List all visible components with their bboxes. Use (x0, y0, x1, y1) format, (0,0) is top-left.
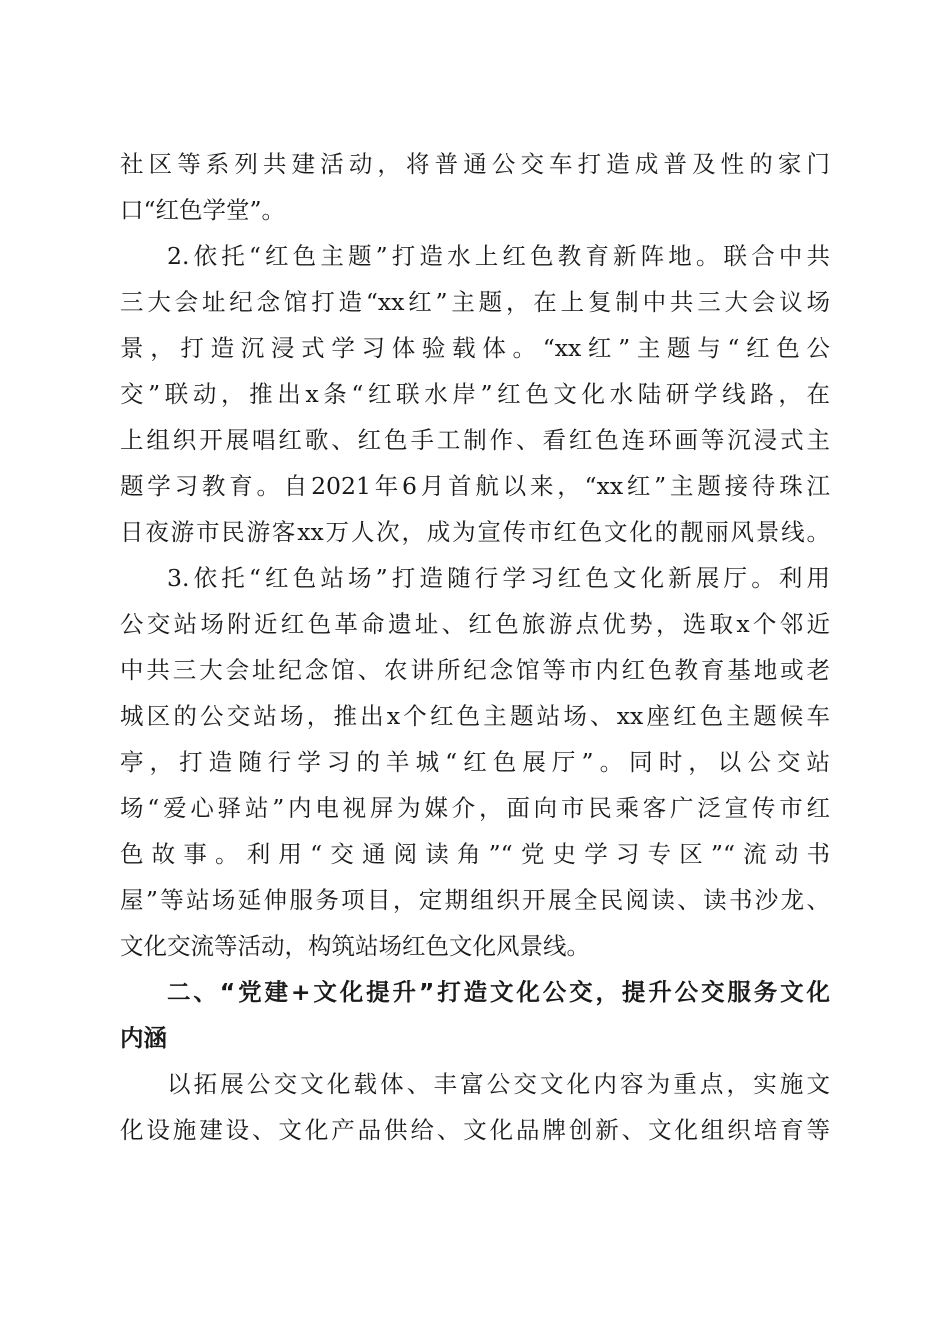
paragraph-2-line-4: 交”联动，推出x条“红联水岸”红色文化水陆研学线路，在 (120, 380, 830, 408)
paragraph-3-line-2: 公交站场附近红色革命遗址、红色旅游点优势，选取x个邻近 (120, 610, 830, 638)
paragraph-2-line-6: 题学习教育。自2021年6月首航以来，“xx红”主题接待珠江 (120, 472, 830, 500)
paragraph-3-line-7: 色故事。利用“交通阅读角”“党史学习专区”“流动书 (120, 840, 830, 868)
paragraph-2-line-3: 景，打造沉浸式学习体验载体。“xx红”主题与“红色公 (120, 334, 830, 362)
paragraph-1-line-1: 社区等系列共建活动，将普通公交车打造成普及性的家门 (120, 150, 830, 178)
paragraph-3-line-4: 城区的公交站场，推出x个红色主题站场、xx座红色主题候车 (120, 702, 830, 730)
paragraph-3-line-9: 文化交流等活动，构筑站场红色文化风景线。 (120, 932, 590, 960)
paragraph-3-line-8: 屋”等站场延伸服务项目，定期组织开展全民阅读、读书沙龙、 (120, 886, 830, 914)
paragraph-4-line-2: 化设施建设、文化产品供给、文化品牌创新、文化组织培育等 (120, 1116, 830, 1144)
paragraph-2-line-7: 日夜游市民游客xx万人次，成为宣传市红色文化的靓丽风景线。 (120, 518, 830, 546)
paragraph-2-line-5: 上组织开展唱红歌、红色手工制作、看红色连环画等沉浸式主 (120, 426, 830, 454)
paragraph-1-line-2: 口“红色学堂”。 (120, 196, 286, 224)
paragraph-3-line-5: 亭，打造随行学习的羊城“红色展厅”。同时，以公交站 (120, 748, 830, 776)
paragraph-3-line-1: 3.依托“红色站场”打造随行学习红色文化新展厅。利用 (167, 564, 830, 592)
paragraph-3-line-3: 中共三大会址纪念馆、农讲所纪念馆等市内红色教育基地或老 (120, 656, 830, 684)
paragraph-2-line-2: 三大会址纪念馆打造“xx红”主题，在上复制中共三大会议场 (120, 288, 830, 316)
paragraph-2-line-1: 2.依托“红色主题”打造水上红色教育新阵地。联合中共 (167, 242, 830, 270)
paragraph-3-line-6: 场“爱心驿站”内电视屏为媒介，面向市民乘客广泛宣传市红 (120, 794, 830, 822)
section-heading-line-2: 内涵 (120, 1024, 167, 1052)
paragraph-4-line-1: 以拓展公交文化载体、丰富公交文化内容为重点，实施文 (167, 1070, 830, 1098)
section-heading-line-1: 二、“党建+文化提升”打造文化公交，提升公交服务文化 (167, 978, 830, 1006)
